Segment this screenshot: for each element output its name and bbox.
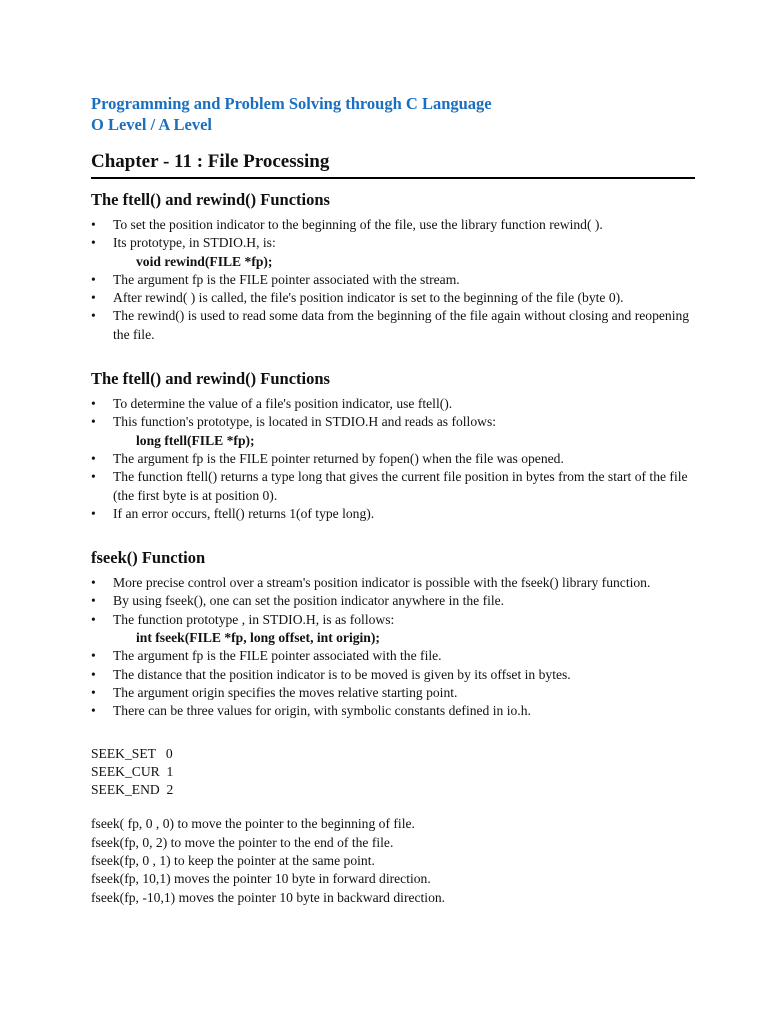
bullet-icon: • (91, 505, 96, 521)
chapter-title: Chapter - 11 : File Processing (91, 150, 695, 179)
list-item (91, 468, 697, 505)
list-item-text: More precise control over a stream's position indicator is possible with the fseek() library function. (113, 575, 651, 591)
seek-constants-block (91, 745, 697, 800)
list-item-text: To determine the value of a file's position indicator, use ftell(). (113, 396, 453, 412)
example-line: fseek(fp, 0 , 1) to keep the pointer at the same point. (91, 853, 375, 869)
list-item-text: There can be three values for origin, with symbolic constants defined in io.h. (113, 703, 531, 719)
bullet-icon: • (91, 235, 96, 251)
bullet-list (91, 216, 697, 344)
bullet-icon: • (91, 414, 96, 430)
list-item (91, 234, 697, 252)
list-item (91, 702, 697, 720)
example-line: fseek(fp, 10,1) moves the pointer 10 byte in forward direction. (91, 871, 431, 887)
bullet-list (91, 574, 697, 720)
sections-container (91, 189, 697, 721)
bullet-icon: • (91, 611, 96, 627)
bullet-list (91, 395, 697, 523)
list-item (91, 307, 697, 344)
list-item-text: The function ftell() returns a type long that gives the current file position in bytes from the start of the file (the first byte is at position 0). (113, 469, 688, 503)
list-item-text: The argument fp is the FILE pointer associated with the stream. (113, 271, 460, 287)
list-item-text: To set the position indicator to the beginning of the file, use the library function rewind( ). (113, 217, 603, 232)
example-line: fseek(fp, -10,1) moves the pointer 10 byte in backward direction. (91, 889, 446, 905)
list-item-text: The distance that the position indicator is to be moved is given by its offset in bytes. (113, 666, 571, 682)
document-header (91, 93, 492, 135)
bullet-icon: • (91, 684, 96, 700)
list-item (91, 289, 697, 307)
bullet-icon: • (91, 290, 96, 306)
section (91, 547, 697, 720)
list-item (91, 395, 697, 413)
level-subtitle: O Level / A Level (91, 115, 212, 134)
examples-block (91, 815, 697, 906)
list-item-text: If an error occurs, ftell() returns 1(of type long). (113, 505, 375, 521)
list-item-text: The argument fp is the FILE pointer returned by fopen() when the file was opened. (113, 450, 564, 466)
section-heading: The ftell() and rewind() Functions (91, 190, 330, 209)
list-item-text: Its prototype, in STDIO.H, is: (113, 235, 276, 251)
list-item (91, 574, 697, 592)
section-heading: fseek() Function (91, 548, 206, 568)
code-prototype: void rewind(FILE *fp); (136, 253, 273, 269)
list-item (91, 450, 697, 468)
bullet-icon: • (91, 469, 96, 485)
bullet-icon: • (91, 648, 96, 664)
bullet-icon: • (91, 396, 96, 412)
bullet-icon: • (91, 666, 96, 682)
course-title: Programming and Problem Solving through C Language (91, 94, 492, 113)
bullet-icon: • (91, 593, 96, 609)
list-item (91, 413, 697, 431)
bullet-icon: • (91, 703, 96, 719)
bullet-icon: • (91, 450, 96, 466)
seek-constant: SEEK_SET 0 (91, 745, 173, 761)
example-line: fseek( fp, 0 , 0) to move the pointer to the beginning of file. (91, 816, 415, 832)
section (91, 189, 697, 344)
code-prototype: int fseek(FILE *fp, long offset, int origin); (136, 630, 380, 646)
list-item (91, 216, 697, 234)
list-item-text: This function's prototype, is located in STDIO.H and reads as follows: (113, 414, 497, 430)
list-item (91, 271, 697, 289)
example-line: fseek(fp, 0, 2) to move the pointer to the end of the file. (91, 834, 394, 850)
list-item (91, 611, 697, 629)
seek-constant: SEEK_CUR 1 (91, 763, 174, 779)
list-item-text: By using fseek(), one can set the position indicator anywhere in the file. (113, 593, 505, 609)
list-item-text: The function prototype , in STDIO.H, is as follows: (113, 611, 395, 627)
list-item-text: The argument fp is the FILE pointer associated with the file. (113, 648, 442, 664)
section (91, 368, 697, 523)
section-heading: The ftell() and rewind() Functions (91, 369, 330, 389)
bullet-icon: • (91, 271, 96, 287)
document-body (91, 189, 697, 907)
list-item (91, 666, 697, 684)
code-prototype: long ftell(FILE *fp); (136, 432, 255, 448)
list-item-text: The rewind() is used to read some data from the beginning of the file again without closing and reopening the file. (113, 308, 690, 342)
bullet-icon: • (91, 308, 96, 324)
list-item (91, 505, 697, 523)
bullet-icon: • (91, 575, 96, 591)
list-item-text: After rewind( ) is called, the file's position indicator is set to the beginning of the file (byte 0). (113, 290, 624, 306)
bullet-icon: • (91, 217, 96, 232)
list-item (91, 684, 697, 702)
list-item (91, 647, 697, 665)
list-item-text: The argument origin specifies the moves relative starting point. (113, 684, 458, 700)
list-item (91, 592, 697, 610)
seek-constant: SEEK_END 2 (91, 782, 174, 798)
